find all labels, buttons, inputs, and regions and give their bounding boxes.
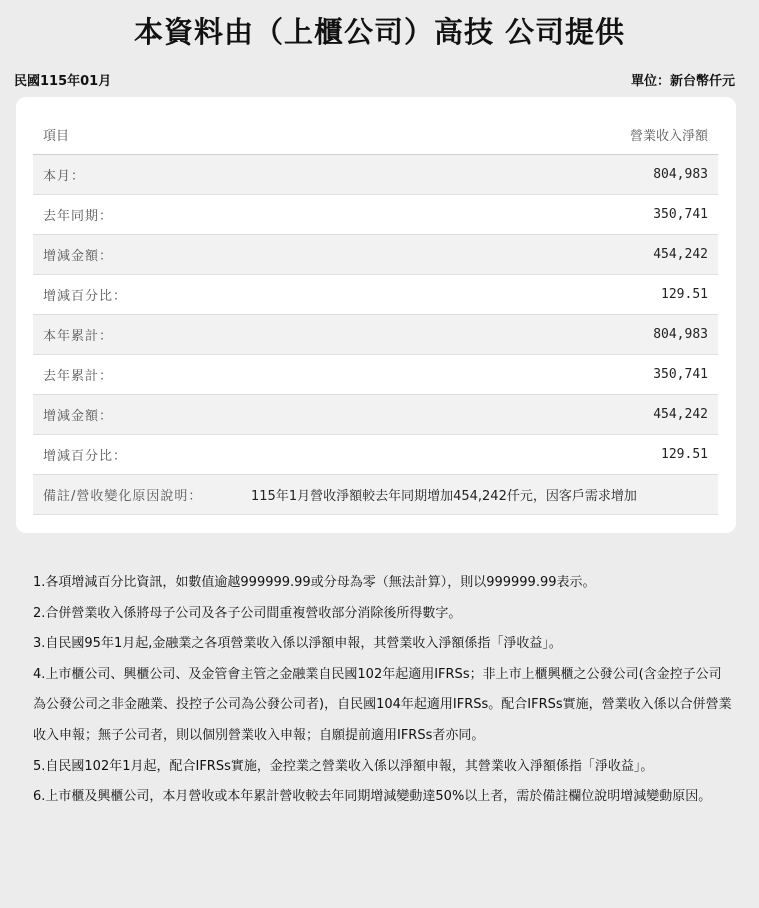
remarks-label: 備註/營收變化原因說明： — [33, 475, 233, 515]
row-label: 本月： — [33, 155, 233, 195]
row-value: 454,242 — [233, 395, 718, 435]
table-header-row — [33, 115, 718, 155]
row-value: 804,983 — [233, 315, 718, 355]
row-label: 去年同期： — [33, 195, 233, 235]
revenue-table — [33, 115, 718, 515]
revenue-card — [16, 97, 736, 533]
footnote-item: 3.自民國95年1月起,金融業之各項營業收入係以淨額申報，其營業收入淨額係指「淨收益」。 — [33, 636, 562, 652]
row-label: 增減百分比： — [33, 275, 233, 315]
page-title: 本資料由（上櫃公司）高技 公司提供 — [133, 15, 626, 49]
remarks-text: 115年1月營收淨額較去年同期增加454,242仟元，因客戶需求增加 — [233, 475, 718, 515]
report-period: 民國115年01月 — [14, 74, 112, 89]
table-row — [33, 395, 718, 435]
table-row — [33, 275, 718, 315]
column-header-item: 項目 — [33, 115, 233, 155]
row-value: 350,741 — [233, 195, 718, 235]
footnote-item: 1.各項增減百分比資訊，如數值逾越999999.99或分母為零（無法計算），則以999999.99表示。 — [33, 575, 596, 590]
row-label: 增減百分比： — [33, 435, 233, 475]
row-value: 129.51 — [233, 275, 718, 315]
row-label: 本年累計： — [33, 315, 233, 355]
footnote-item: 2.合併營業收入係將母子公司及各子公司間重複營收部分消除後所得數字。 — [33, 605, 462, 621]
table-row — [33, 235, 718, 275]
footnote-item: 5.自民國102年1月起，配合IFRSs實施，金控業之營業收入係以淨額申報，其營業收入淨額係指「淨收益」。 — [33, 758, 654, 774]
row-label: 增減金額： — [33, 395, 233, 435]
table-row — [33, 195, 718, 235]
row-label: 增減金額： — [33, 235, 233, 275]
remarks-row — [33, 475, 718, 515]
row-label: 去年累計： — [33, 355, 233, 395]
footnotes — [33, 568, 733, 813]
row-value: 129.51 — [233, 435, 718, 475]
table-row — [33, 435, 718, 475]
table-row — [33, 155, 718, 195]
column-header-revenue: 營業收入淨額 — [233, 115, 718, 155]
footnote-item: 6.上市櫃及興櫃公司，本月營收或本年累計營收較去年同期增減變動達50%以上者，需於備註欄位說明增減變動原因。 — [33, 789, 712, 805]
row-value: 804,983 — [233, 155, 718, 195]
currency-unit: 單位：新台幣仟元 — [630, 74, 735, 89]
row-value: 350,741 — [233, 355, 718, 395]
footnote-item: 4.上市櫃公司、興櫃公司、及金管會主管之金融業自民國102年起適用IFRSs；非上市上櫃興櫃之公發公司(含金控子公司為公發公司之非金融業、投控子公司為公發公司者)，自民國104年起適用IFRSs。配合IFRSs實施，營業收入係以合併營業收入申報；無子公司者，則以個別營業收入申報；自願提前適用IFRSs者亦同。 — [33, 666, 732, 743]
table-row — [33, 355, 718, 395]
table-row — [33, 315, 718, 355]
row-value: 454,242 — [233, 235, 718, 275]
